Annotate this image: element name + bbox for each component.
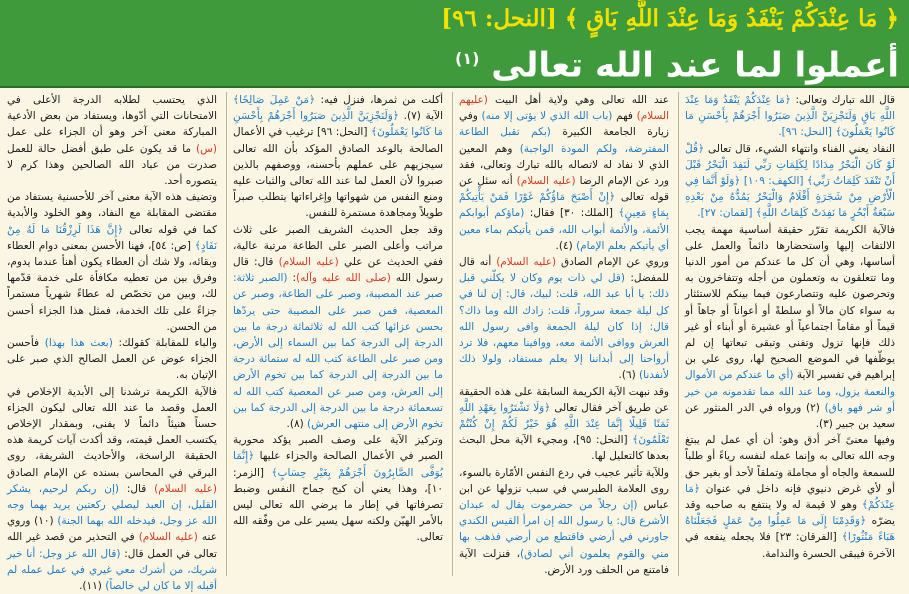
column-rule (226, 92, 227, 576)
body-text: [الملك: ٣٠] فقال: (524, 207, 619, 220)
body-text: قال الله تبارك وتعالى: (790, 94, 896, 106)
article-paragraph (685, 141, 895, 222)
body-text: [النحل: ٩٥]، ومجيء الآية محل البحث بعدها كالتعليل لها. (459, 434, 669, 463)
article-paragraph (7, 384, 217, 594)
body-text: [الزمر: ١٠]، وهذا يعني أن كبح جماح النفس وضبط تصرفاتها في إطار ما يرضي الله تعالى ليس بالأمر الهيّن ولكنه سهل يسير على من وفّقه الله تعالى. (233, 466, 443, 544)
body-text: قال: (119, 482, 155, 495)
body-text: وهم المعين الذي لا نفاد له لاتصاله بالله تبارك وتعالى، فقد ورد عن الإمام الرضا (459, 142, 669, 188)
article-paragraph (233, 92, 443, 222)
headline-footnote: (١) (455, 49, 480, 68)
body-text: (١١). (79, 580, 106, 593)
quote-text: ﴿قُلْ لَوْ كَانَ الْبَحْرُ مِدَادًا لِكَلِمَاتِ رَبِّي لَنَفِدَ الْبَحْرُ قَبْلَ أَنْ تَنْفَدَ كَلِمَاتُ رَبِّي﴾ [الكهف: ١٠٩] ﴿وَلَوْ أَنَّمَا فِي الْأَرْضِ مِنْ شَجَرَةٍ أَقْلَامٌ وَالْبَحْرُ يَمُدُّهُ مِنْ بَعْدِهِ سَبْعَةُ أَبْحُرٍ مَا نَفِدَتْ كَلِمَاتُ اللَّهِ﴾ [لقمان: ٢٧]. (685, 142, 895, 220)
article-paragraph (233, 432, 443, 545)
quote-text: (الصبر ثلاثة: صبر عند المصيبة، وصبر على الطاعة، وصبر عن المعصية، فمن صبر على المصيبة حتى يردّها بحسن عزائها كتب الله له ثلاثمائة درجة ما بين الدرجة إلى الدرجة كما بين السماء إلى الأرض، ومن صبر على الطاعة كتب الله له ستمائة درجة ما بين الدرجة إلى الدرجة كما بين تخوم الأرض إلى العرش، ومن صبر عن المعصية كتب الله له تسعمائة درجة ما بين الدرجة إلى الدرجة كما بين تخوم الأرض إلى منتهى العرش) (233, 272, 443, 431)
body-text: وفي زيارة الجامعة الكبيرة (459, 110, 669, 139)
body-text: قال: قال رسول الله (233, 256, 443, 285)
article-paragraph (459, 254, 669, 384)
quote-text: (بكم تقبل الطاعة المفترضة، ولكم المودة الواجبة) (459, 126, 669, 155)
text-column-4 (3, 88, 221, 593)
body-text: أنه سئل عن قوله تعالى (459, 175, 669, 204)
text-column-2 (455, 88, 673, 580)
quote-text: (بعث هذا بهذا) (44, 337, 113, 350)
article-paragraph (685, 92, 895, 141)
body-text: [النحل: ٩٦] ترغيب في الأعمال الصالحة بالوعد الصادق المؤكد بأن الله تعالى سيجزيهم على عملهم بأحسنه، ووصفهم بالذين صبروا لأن العمل لما عند الله تعالى والثبات عليه ومنع النفس من شهواتها وإغراءاتها يتطلب صبراً طويلاً ومجاهدة مستمرة للنفس. (233, 126, 443, 220)
article-paragraph (7, 335, 217, 384)
body-text: في التحذير من قصد غير الله تعالى في العمل قال: (7, 531, 217, 560)
honorific-text: (صلى الله عليه وآله) (296, 272, 391, 285)
article-paragraph (685, 222, 895, 433)
quote-text: ﴿إِنْ أَصْبَحَ مَاؤُكُمْ غَوْرًا فَمَنْ يَأْتِيكُمْ بِمَاءٍ مَعِينٍ﴾ (459, 191, 669, 220)
body-text: [ص: ٥٤]، فهنا الأحسن بمعنى دوام العطاء وبقائه، ولا شك أن العطاء يكون أهنأ عندما يدوم، وفرق بين من تعطيه مكافأة على خدمة قدّمها لك، وبين من تخصّص له عطاءً شهرياً مستمراً جزاءً على تلك الخدمة، فمثل هذا الجزاء أحسن من الحسن. (7, 239, 217, 333)
body-text: (٦). (618, 369, 640, 382)
body-text: عند الله تعالى وهي ولاية أهل البيت (487, 94, 669, 106)
headline-text: أعملوا لما عند الله تعالى (491, 45, 899, 86)
quote-text: ﴿وَقَدِمْنَا إِلَى مَا عَمِلُوا مِنْ عَمَلٍ فَجَعَلْنَاهُ هَبَاءً مَنْثُورًا﴾ (685, 515, 895, 544)
body-text: النفاد يعني الفناء وانتهاء الشيء، قال تعالى (704, 142, 895, 155)
column-rule (452, 92, 453, 576)
quote-text: (ماؤكم أبوابكم الأئمة، والأئمة أبواب الله، فمن يأتيكم بماء معين أي يأتيكم بعلم الإمام) (459, 207, 669, 252)
body-text: والباء للمقابلة كقولك: (112, 337, 217, 350)
body-text: أنه قال للمفضل: (459, 256, 669, 285)
text-column-3 (229, 88, 447, 580)
body-text: وروي عن الإمام الصادق (556, 256, 669, 269)
article-paragraph (459, 465, 669, 578)
body-text: (١٠) وروي عنه (7, 515, 217, 544)
quote-text: (إن ربكم لرحيم، يشكر القليل، إن العبد ليصلي ركعتين يريد بهما وجه الله عز وجل، فيدخله الله بهما الجنة) (7, 482, 218, 528)
body-text: (٨). (286, 418, 308, 431)
honorific-text: (س) (195, 142, 217, 155)
article-paragraph (7, 189, 217, 335)
body-text: وهو لا قيمة له ولا ينتفع به صاحبه وقد يضرّه (685, 499, 895, 528)
honorific-text: (عليهم السلام) (459, 94, 669, 123)
body-text: فالآية الكريمة ترشدنا إلى الأبدية الإخلاص في العمل وقصد ما عند الله تعالى ليكون الجزاء حسناً هنيئاً دائماً لا يفنى، وبمقدار الإخلاص يكتسب العمل قيمته، وقد أكدت آيات كريمة هذه الحقيقة الراسخة، والأحاديث الشريفة، روى البرقي في المحاسن بسنده عن الإمام الصادق (7, 385, 217, 479)
body-text: وللآية تأثير عجيب في ردع النفس الأمّارة بالسوء، روى العلامة الطبرسي في سبب نزولها عن ابن عباس (459, 466, 670, 512)
quote-text: ﴿إِنَّ هَذَا لَرِزْقُنَا مَا لَهُ مِنْ نَفَادٍ﴾ (7, 223, 217, 252)
body-text: فأحسن الجزاء عوض عن العمل الصالح الذي صبر على الإتيان به. (7, 337, 217, 382)
body-text: (٢) ورواه في الدر المنثور عن سعيد بن جبير (٣). (685, 401, 895, 431)
body-text: : (287, 272, 297, 285)
body-text: ما قد يكون على طبق أفضل حالة للعمل صدرت من عباد الله الصالحين وهذا كرم لا يتصوره أحد. (7, 142, 217, 188)
article-paragraph (459, 92, 669, 254)
body-text: وفيها معنىً آخر أدق وهو: أن أي عمل لم يبتغ وجه الله تعالى به وإنما عمله لنفسه رياءً أو طلباً للسمعة والجاه أو مجاملة وتملقاً لأحد أو بغير حق أو لأي غرض دنيوي فإنه داخل في عنوان (685, 434, 895, 495)
honorific-text: (عليه السلام) (278, 256, 339, 269)
quote-text: ﴿وَلَنَجْزِيَنَّ الَّذِينَ صَبَرُوا أَجْرَهُمْ بِأَحْسَنِ مَا كَانُوا يَعْمَلُونَ﴾ (233, 110, 443, 139)
honorific-text: (عليه السلام) (138, 531, 198, 544)
body-text: ، فنزلت الآية فامتنع من الحلف ورد الأرض. (459, 547, 669, 576)
column-rule (678, 92, 679, 576)
quote-text: (إن رجلاً من حضرموت يقال له عبدان الأشرع قال: يا رسول الله إن امرأ القيس الكندي جاورني في أرضي فاقتطع من أرضي فذهب بها مني والقوم يعلمون أني لصادق) (459, 499, 669, 560)
body-text: فهم (612, 110, 637, 123)
article-paragraph (459, 384, 669, 465)
body-text: فالآية الكريمة تقرّر حقيقة أساسية مهمة يجب الالتفات إليها واستحضارها دائماً والعمل على أساسها، وهي أن كل ما عندكم من أمور الدنيا وما تتعلقون به وتعملون من أجله وتتفاخرون به وتحرصون عليه وتتصارعون فيما بينكم للاستئثار به سواء كان مالاً أو سلطةً أو أعواناً أو جاهاً أو قيماً أو مقاماً اجتماعياً أو عشيرة أو أبناء أو غير ذلك فإنها تزول وتفنى وتبقى تبعاتها إن لم يوظّفها في الموضع الصحيح لها، روى علي بن إبراهيم في تفسير الآية (685, 223, 895, 382)
quran-verse-heading: ﴿ مَا عِنْدَكُمْ يَنْفَدُ وَمَا عِنْدَ اللَّهِ بَاقٍ ﴾ [النحل: ٩٦] (441, 5, 899, 32)
article-headline (9, 34, 899, 90)
quote-text: ﴿مَا عِنْدَكُمْ﴾ (685, 482, 895, 512)
quote-text: ﴿وَلَا تَشْتَرُوا بِعَهْدِ اللَّهِ ثَمَنًا قَلِيلًا إِنَّمَا عِنْدَ اللَّهِ هُوَ خَيْرٌ لَكُمْ إِنْ كُنْتُمْ تَعْلَمُونَ﴾ (459, 401, 670, 447)
body-text: أكلت من ثمرها، فنزل فيه: (315, 94, 443, 106)
text-column-1 (681, 88, 899, 580)
body-text: وتضيف هذه الآية معنى آخر للأحسنية يستفاد من مقتضى المقابلة مع النفاد، وهو الخلود والأبدية كما في قوله تعالى (7, 191, 217, 236)
quote-text: ﴿إِنَّمَا يُوَفَّى الصَّابِرُونَ أَجْرَهُمْ بِغَيْرِ حِسَابٍ﴾ (233, 450, 443, 479)
article-paragraph (233, 222, 443, 433)
body-text: وقد نبهت الآية الكريمة السابقة على هذه الحقيقة عن طريق آخر فقال تعالى (459, 385, 670, 414)
article-paragraph (685, 432, 895, 562)
quote-text: (قال الله عز وجل: أنا خير شريك، من أشرك معي غيري في عمل عمله لم أقبله إلا ما كان لي خالصاً) (7, 547, 217, 593)
body-text: الآية (٧). (398, 110, 443, 123)
honorific-text: (عليه السلام) (154, 482, 217, 495)
quote-text: ﴿مَا عِنْدَكُمْ يَنْفَدُ وَمَا عِنْدَ اللَّهِ بَاقٍ وَلَنَجْزِيَنَّ الَّذِينَ صَبَرُوا أَجْرَهُمْ بِأَحْسَنِ مَا كَانُوا يَعْمَلُونَ﴾ [النحل: ٩٦]. (685, 94, 895, 139)
quote-text: ﴿مَنْ عَمِلَ صَالِحًا﴾ (233, 94, 316, 106)
quote-text: (أي ما عندكم من الأموال والنعمة يزول، وما عند الله مما تقدمونه من خير أو شر فهو باق) (685, 369, 895, 414)
quote-text: (باب الله الذي لا يؤتى إلا منه) (481, 110, 613, 123)
body-text: وتركيز الآية على وصف الصبر يؤكد محورية الصبر في الأعمال الصالحة والجزاء عليها (233, 434, 443, 463)
quote-text: (قل لي ذات يوم وكان لا يكلّني قبل ذلك: يا أبا عبد الله، قلت: لبيك، قال: إن لنا في كل ليلة جمعة سروراً، قلت: زادك الله وما ذاك؟ قال: إذا كان ليلة الجمعة وافى رسول الله العرش ووافى الأئمة معه، ووافينا معهم، فلا ترد أرواحنا إلى أبداننا إلا بعلم مستفاد، ولولا ذلك لأنفدنا) (459, 272, 669, 382)
honorific-text: (عليه السلام) (496, 256, 557, 269)
body-text: وقد جعل الحديث الشريف الصبر على ثلاث مراتب وأعلى الصبر على الطاعة مرتبة عالية، ففي الحديث عن علي (233, 223, 443, 269)
article-paragraph (7, 92, 217, 189)
body-text: الذي يحتسب لطلابه الدرجة الأعلى في الامتحانات التي أدّوها، ويستفاد من بعض الأدعية المباركة معنى آخر وهو أن الجزاء على عمل (7, 94, 217, 139)
header-banner (0, 0, 909, 88)
honorific-text: (عليه السلام) (516, 175, 576, 188)
body-text: [الفرقان: ٢٣] فلا يجعله ينفعه في الآخرة فيبقى الحسرة والندامة. (685, 531, 895, 560)
body-text: (٤). (555, 239, 577, 252)
